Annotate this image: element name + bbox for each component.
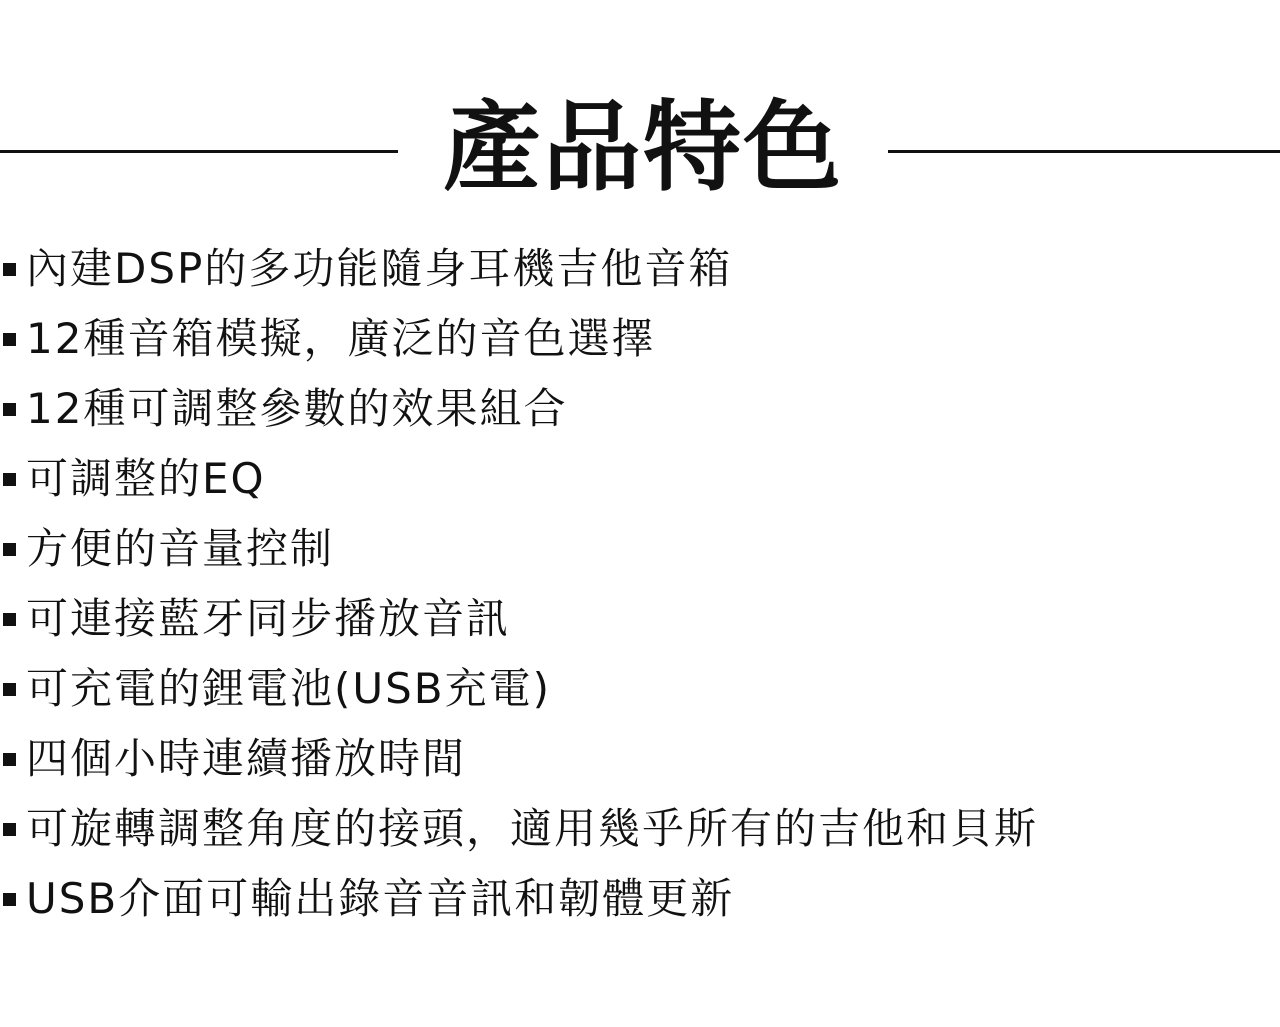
feature-item	[0, 584, 1280, 654]
feature-item	[0, 514, 1280, 584]
feature-list	[0, 234, 1280, 934]
feature-item	[0, 654, 1280, 724]
feature-text: 內建DSP的多功能隨身耳機吉他音箱	[26, 244, 733, 293]
feature-text: 四個小時連續播放時間	[26, 734, 467, 783]
feature-text: 可調整的EQ	[26, 454, 266, 503]
square-bullet-icon	[3, 823, 16, 836]
square-bullet-icon	[3, 333, 16, 346]
title-divider-right	[888, 150, 1280, 153]
feature-item	[0, 374, 1280, 444]
feature-text: 12種音箱模擬，廣泛的音色選擇	[26, 314, 656, 363]
square-bullet-icon	[3, 753, 16, 766]
square-bullet-icon	[3, 543, 16, 556]
square-bullet-icon	[3, 403, 16, 416]
square-bullet-icon	[3, 613, 16, 626]
feature-text: 可旋轉調整角度的接頭，適用幾乎所有的吉他和貝斯	[26, 804, 1039, 853]
feature-item	[0, 724, 1280, 794]
feature-item	[0, 864, 1280, 934]
feature-text: 方便的音量控制	[26, 524, 335, 573]
feature-item	[0, 304, 1280, 374]
title-divider-left	[0, 150, 398, 153]
feature-item	[0, 794, 1280, 864]
feature-text: 可連接藍牙同步播放音訊	[26, 594, 511, 643]
square-bullet-icon	[3, 473, 16, 486]
feature-item	[0, 234, 1280, 304]
page-title: 產品特色	[442, 91, 843, 205]
title-row	[0, 88, 1280, 208]
feature-text: 12種可調整參數的效果組合	[26, 384, 568, 433]
feature-text: USB介面可輸出錄音音訊和韌體更新	[26, 874, 735, 923]
feature-text: 可充電的鋰電池(USB充電)	[26, 664, 551, 713]
feature-item	[0, 444, 1280, 514]
square-bullet-icon	[3, 263, 16, 276]
square-bullet-icon	[3, 893, 16, 906]
square-bullet-icon	[3, 683, 16, 696]
